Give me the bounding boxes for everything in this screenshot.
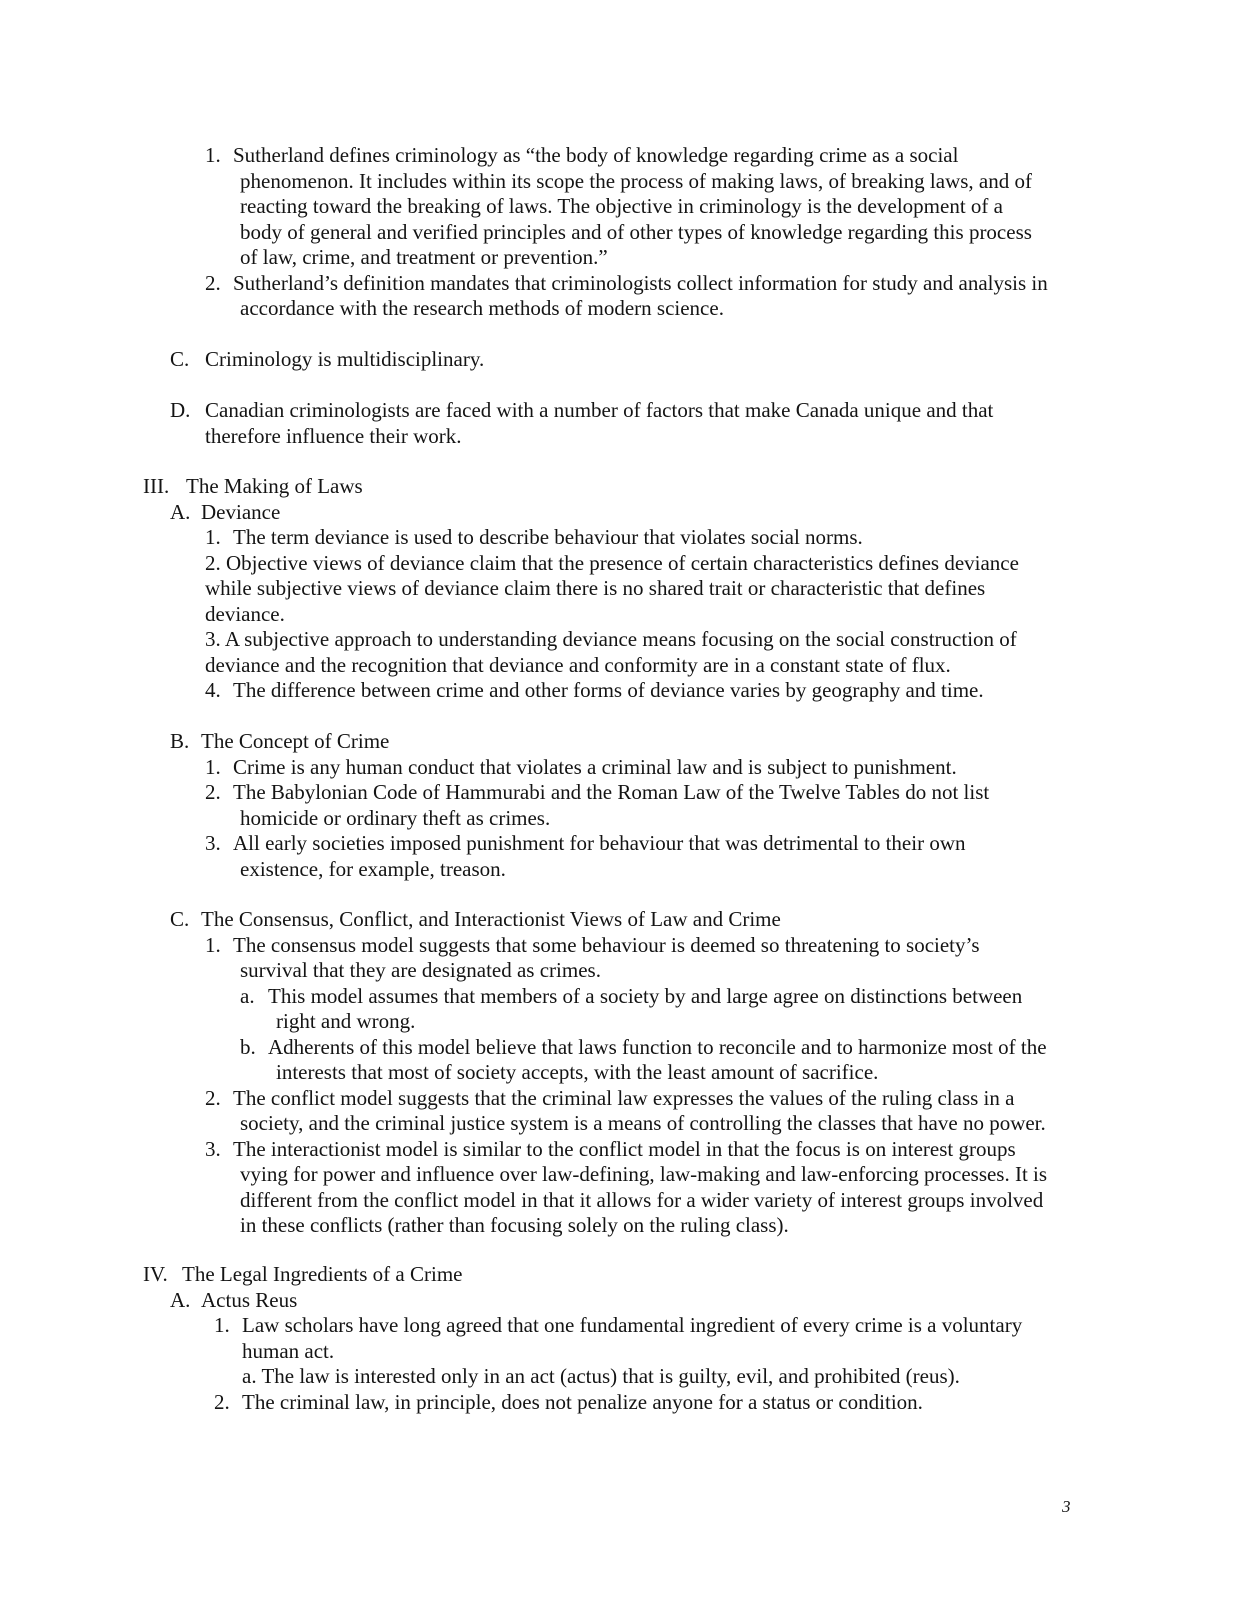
list-text: The interactionist model is similar to the conflict model in that the focus is on interest groups <box>233 1136 1016 1161</box>
list-text: This model assumes that members of a society by and large agree on distinctions between <box>268 983 1023 1008</box>
text-line: survival that they are designated as crimes. <box>240 958 601 982</box>
text-line: a. The law is interested only in an act (actus) that is guilty, evil, and prohibited (reus). <box>242 1364 960 1388</box>
list-number: 4. <box>205 678 221 702</box>
text-line: interests that most of society accepts, with the least amount of sacrifice. <box>276 1060 879 1084</box>
list-number: 2. <box>205 780 221 804</box>
heading-text: The Making of Laws <box>186 474 363 498</box>
text-line: of law, crime, and treatment or prevention.” <box>240 245 608 269</box>
list-text: Criminology is multidisciplinary. <box>205 347 485 371</box>
list-number: 1. <box>214 1313 230 1337</box>
roman-numeral: IV. <box>143 1262 168 1286</box>
text-line: homicide or ordinary theft as crimes. <box>240 805 551 830</box>
list-letter: C. <box>170 347 190 371</box>
text-line: deviance and the recognition that deviance and conformity are in a constant state of flux. <box>205 652 951 677</box>
list-text: Crime is any human conduct that violates a criminal law and is subject to punishment. <box>233 754 957 779</box>
text-line: body of general and verified principles and of other types of knowledge regarding this process <box>240 219 1032 244</box>
list-number: 2. <box>205 1085 221 1110</box>
list-text: Canadian criminologists are faced with a number of factors that make Canada unique and that <box>205 398 994 422</box>
list-letter: C. <box>170 907 190 931</box>
list-number: 3. <box>205 831 221 855</box>
list-text: All early societies imposed punishment for behaviour that was detrimental to their own <box>233 831 966 855</box>
subheading-text: Actus Reus <box>201 1287 298 1312</box>
text-line: reacting toward the breaking of laws. The objective in criminology is the development of a <box>240 194 1003 218</box>
subheading-text: The Consensus, Conflict, and Interactionist Views of Law and Crime <box>201 907 781 931</box>
page-number: 3 <box>1062 1497 1071 1516</box>
list-text: Adherents of this model believe that laws function to reconcile and to harmonize most of the <box>268 1034 1047 1059</box>
list-letter: a. <box>240 983 255 1008</box>
text-line: existence, for example, treason. <box>240 856 506 881</box>
list-number: 1. <box>205 932 221 957</box>
text-line: 3. A subjective approach to understanding deviance means focusing on the social construction of <box>205 627 1017 651</box>
text-line: in these conflicts (rather than focusing solely on the ruling class). <box>240 1213 789 1237</box>
list-text: The term deviance is used to describe behaviour that violates social norms. <box>233 525 863 549</box>
list-letter: D. <box>170 398 191 422</box>
subheading-text: Deviance <box>201 499 281 524</box>
list-text: The Babylonian Code of Hammurabi and the Roman Law of the Twelve Tables do not list <box>233 780 990 804</box>
text-line: human act. <box>242 1338 335 1363</box>
text-line: phenomenon. It includes within its scope the process of making laws, of breaking laws, and of <box>240 168 1032 193</box>
list-text: The consensus model suggests that some behaviour is deemed so threatening to society’s <box>233 932 980 957</box>
text-line: accordance with the research methods of modern science. <box>240 296 724 320</box>
list-number: 2. <box>214 1389 230 1414</box>
text-line: right and wrong. <box>276 1009 416 1033</box>
list-number: 1. <box>205 525 221 549</box>
list-text: The conflict model suggests that the criminal law expresses the values of the ruling class in a <box>233 1085 1015 1110</box>
text-line: society, and the criminal justice system is a means of controlling the classes that have no power. <box>240 1111 1046 1135</box>
list-text: The criminal law, in principle, does not penalize anyone for a status or condition. <box>242 1389 923 1414</box>
list-text: The difference between crime and other forms of deviance varies by geography and time. <box>233 678 984 702</box>
text-line: vying for power and influence over law-defining, law-making and law-enforcing processes. It is <box>240 1162 1048 1186</box>
list-number: 3. <box>205 1136 221 1161</box>
text-line: 2. Objective views of deviance claim that the presence of certain characteristics defines deviance <box>205 550 1019 575</box>
list-text: Sutherland defines criminology as “the body of knowledge regarding crime as a social <box>233 143 959 167</box>
roman-numeral: III. <box>143 474 170 498</box>
text-line: while subjective views of deviance claim there is no shared trait or characteristic that defines <box>205 576 986 600</box>
list-number: 1. <box>205 754 221 779</box>
list-text: Sutherland’s definition mandates that criminologists collect information for study and analysis in <box>233 270 1048 295</box>
list-text: Law scholars have long agreed that one fundamental ingredient of every crime is a voluntary <box>242 1313 1023 1337</box>
list-letter: A. <box>170 499 191 524</box>
heading-text: The Legal Ingredients of a Crime <box>182 1262 463 1286</box>
list-number: 2. <box>205 270 221 295</box>
list-letter: B. <box>170 729 190 753</box>
list-number: 1. <box>205 143 221 167</box>
subheading-text: The Concept of Crime <box>201 729 390 753</box>
text-line: therefore influence their work. <box>205 423 462 448</box>
text-line: deviance. <box>205 601 285 626</box>
text-line: different from the conflict model in that it allows for a wider variety of interest groups involved <box>240 1187 1044 1212</box>
list-letter: b. <box>240 1034 256 1059</box>
list-letter: A. <box>170 1287 191 1312</box>
